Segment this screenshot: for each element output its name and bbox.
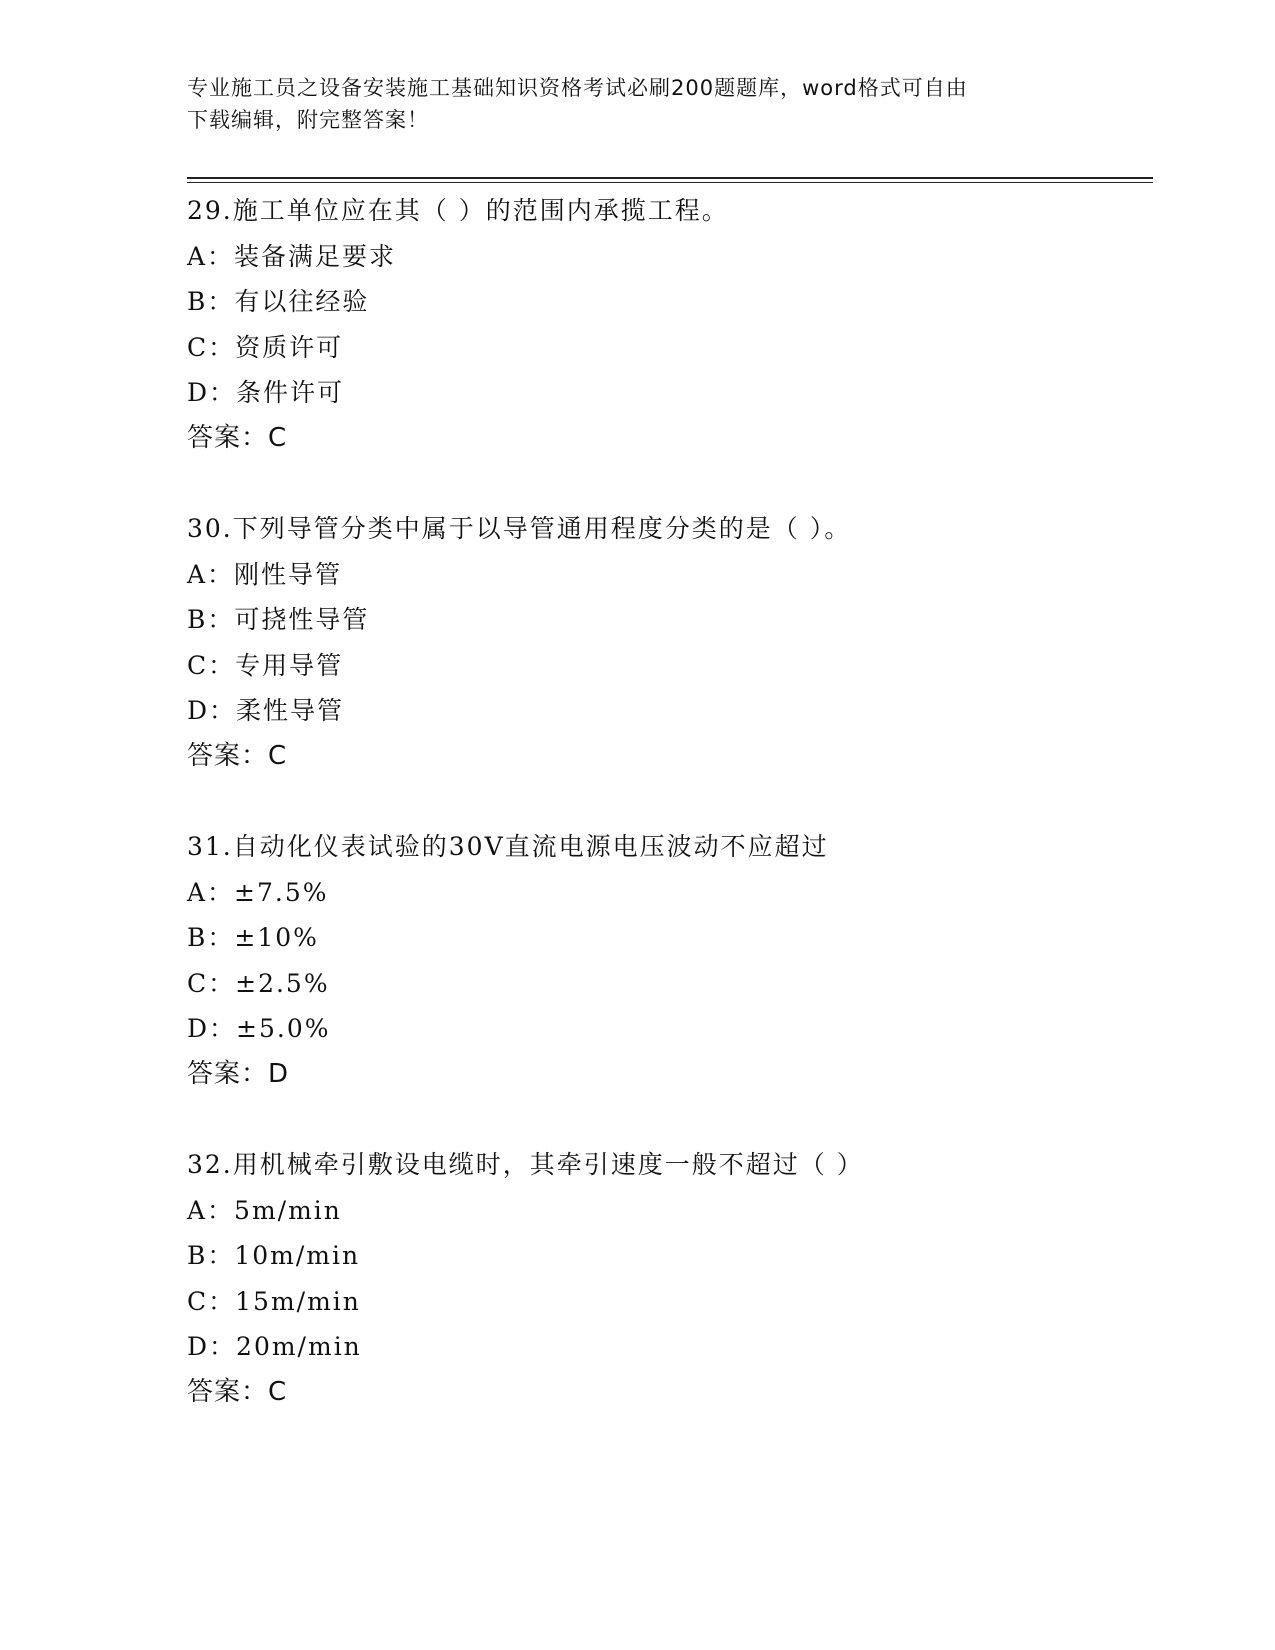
- option-a: A：刚性导管: [187, 559, 343, 589]
- option-c: C：资质许可: [187, 332, 344, 362]
- option-d: D：±5.0%: [187, 1014, 331, 1043]
- option-b: B：有以往经验: [187, 287, 370, 316]
- question-list: [187, 188, 1147, 1460]
- option-a: A：装备满足要求: [187, 241, 397, 271]
- answer-line: 答案：C: [187, 422, 288, 453]
- option-d: D：柔性导管: [187, 696, 345, 725]
- answer-line: 答案：C: [187, 1376, 288, 1407]
- question-stem: 30.下列导管分类中属于以导管通用程度分类的是（ ）。: [187, 514, 852, 543]
- question-30: [187, 506, 1147, 824]
- option-b: B：可挠性导管: [187, 605, 370, 634]
- option-d: D：20m/min: [187, 1332, 362, 1361]
- question-stem: 32.用机械牵引敷设电缆时，其牵引速度一般不超过（ ）: [187, 1150, 864, 1179]
- question-29: [187, 188, 1147, 506]
- option-c: C：15m/min: [187, 1286, 361, 1316]
- header-line-1: 专业施工员之设备安装施工基础知识资格考试必刷200题题库，word格式可自由: [187, 76, 968, 100]
- option-a: A：±7.5%: [187, 877, 329, 907]
- header-line-2: 下载编辑，附完整答案！: [187, 108, 429, 132]
- header-divider-thick: [187, 177, 1153, 179]
- answer-line: 答案：C: [187, 740, 288, 771]
- option-b: B：10m/min: [187, 1241, 361, 1270]
- header-divider-thin: [187, 182, 1153, 183]
- option-a: A：5m/min: [187, 1195, 342, 1225]
- question-32: [187, 1142, 1147, 1460]
- option-b: B：±10%: [187, 923, 319, 952]
- document-header: [187, 72, 1067, 136]
- option-d: D：条件许可: [187, 378, 345, 407]
- question-stem: 31.自动化仪表试验的30V直流电源电压波动不应超过: [187, 832, 829, 861]
- question-stem: 29.施工单位应在其（ ）的范围内承揽工程。: [187, 196, 729, 225]
- answer-line: 答案：D: [187, 1058, 290, 1089]
- option-c: C：专用导管: [187, 650, 344, 680]
- option-c: C：±2.5%: [187, 968, 330, 998]
- question-31: [187, 824, 1147, 1142]
